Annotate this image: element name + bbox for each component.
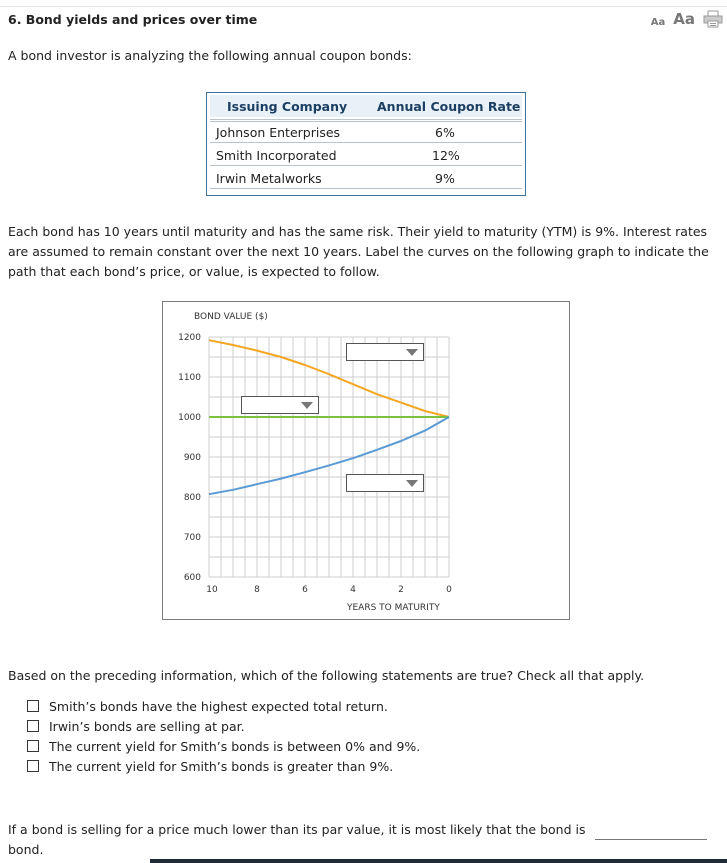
x-tick-labels — [206, 585, 452, 595]
toolbar — [651, 10, 723, 28]
y-tick-labels — [178, 333, 201, 583]
statement-text: The current yield for Smith’s bonds is between 0% and 9%. — [49, 738, 421, 754]
bond-value-chart — [162, 301, 570, 620]
x-tick-label: 8 — [254, 585, 260, 595]
table-cell-coupon: 6% — [435, 125, 455, 140]
statement-option[interactable] — [27, 756, 420, 776]
chevron-down-icon — [301, 402, 313, 409]
chevron-down-icon — [406, 480, 418, 487]
final-question-suffix: bond. — [8, 842, 44, 857]
table-cell-company: Smith Incorporated — [216, 148, 337, 163]
table-cell-company: Johnson Enterprises — [216, 125, 341, 140]
checkbox[interactable] — [27, 760, 39, 772]
statements-checklist — [27, 696, 420, 776]
row-divider — [210, 165, 522, 166]
intro-text: A bond investor is analyzing the following annual coupon bonds: — [8, 48, 412, 63]
table-cell-company: Irwin Metalworks — [216, 171, 322, 186]
x-tick-label: 4 — [350, 585, 356, 595]
column-header-company: Issuing Company — [227, 99, 348, 114]
font-size-large-button[interactable]: Aa — [673, 10, 695, 28]
header-divider — [210, 119, 522, 122]
x-tick-label: 6 — [302, 585, 308, 595]
checkbox[interactable] — [27, 740, 39, 752]
curve-label-dropdown-middle[interactable] — [241, 396, 319, 414]
instructions-text: Each bond has 10 years until maturity and has the same risk. Their yield to maturity (YTM) is 9%. Interest rates are assumed to remain constant over the next 10 years. Label the curves on the following graph to indicate the path that each bond’s price, or value, is expected to follow. — [8, 224, 709, 279]
y-tick-label: 700 — [183, 533, 201, 543]
statement-option[interactable] — [27, 696, 420, 716]
curve-label-dropdown-bottom[interactable] — [346, 474, 424, 492]
x-axis-label: YEARS TO MATURITY — [347, 603, 440, 613]
final-question — [8, 820, 720, 860]
statement-text: The current yield for Smith’s bonds is greater than 9%. — [49, 758, 394, 774]
grid — [209, 337, 449, 577]
y-axis-label: BOND VALUE ($) — [194, 312, 268, 322]
table-cell-coupon: 9% — [435, 171, 455, 186]
statement-option[interactable] — [27, 716, 420, 736]
y-tick-label: 1000 — [178, 413, 201, 423]
y-tick-label: 900 — [183, 453, 201, 463]
bonds-table — [206, 92, 526, 196]
print-icon[interactable] — [703, 10, 723, 28]
statement-text: Smith’s bonds have the highest expected total return. — [49, 698, 388, 714]
statements-prompt: Based on the preceding information, which of the following statements are true? Check all that apply. — [8, 668, 645, 683]
final-question-text: If a bond is selling for a price much lower than its par value, it is most likely that the bond is — [8, 822, 586, 837]
statement-text: Irwin’s bonds are selling at par. — [49, 718, 245, 734]
row-divider — [210, 142, 522, 143]
checkbox[interactable] — [27, 720, 39, 732]
answer-dropdown[interactable] — [595, 825, 707, 840]
y-tick-label: 800 — [183, 493, 201, 503]
x-tick-label: 10 — [206, 585, 218, 595]
x-tick-label: 2 — [398, 585, 404, 595]
question-title: 6. Bond yields and prices over time — [8, 12, 258, 27]
checkbox[interactable] — [27, 700, 39, 712]
y-tick-label: 600 — [183, 573, 201, 583]
font-size-small-button[interactable]: Aa — [650, 17, 666, 28]
curve-label-dropdown-top[interactable] — [346, 343, 424, 361]
statement-option[interactable] — [27, 736, 420, 756]
column-header-coupon-rate: Annual Coupon Rate — [377, 99, 521, 114]
row-divider — [210, 188, 522, 189]
table-cell-coupon: 12% — [432, 148, 460, 163]
y-tick-label: 1100 — [178, 373, 201, 383]
bottom-bar — [150, 859, 727, 863]
top-divider — [0, 6, 727, 7]
x-tick-label: 0 — [446, 585, 452, 595]
chevron-down-icon — [406, 349, 418, 356]
y-tick-label: 1200 — [178, 333, 201, 343]
